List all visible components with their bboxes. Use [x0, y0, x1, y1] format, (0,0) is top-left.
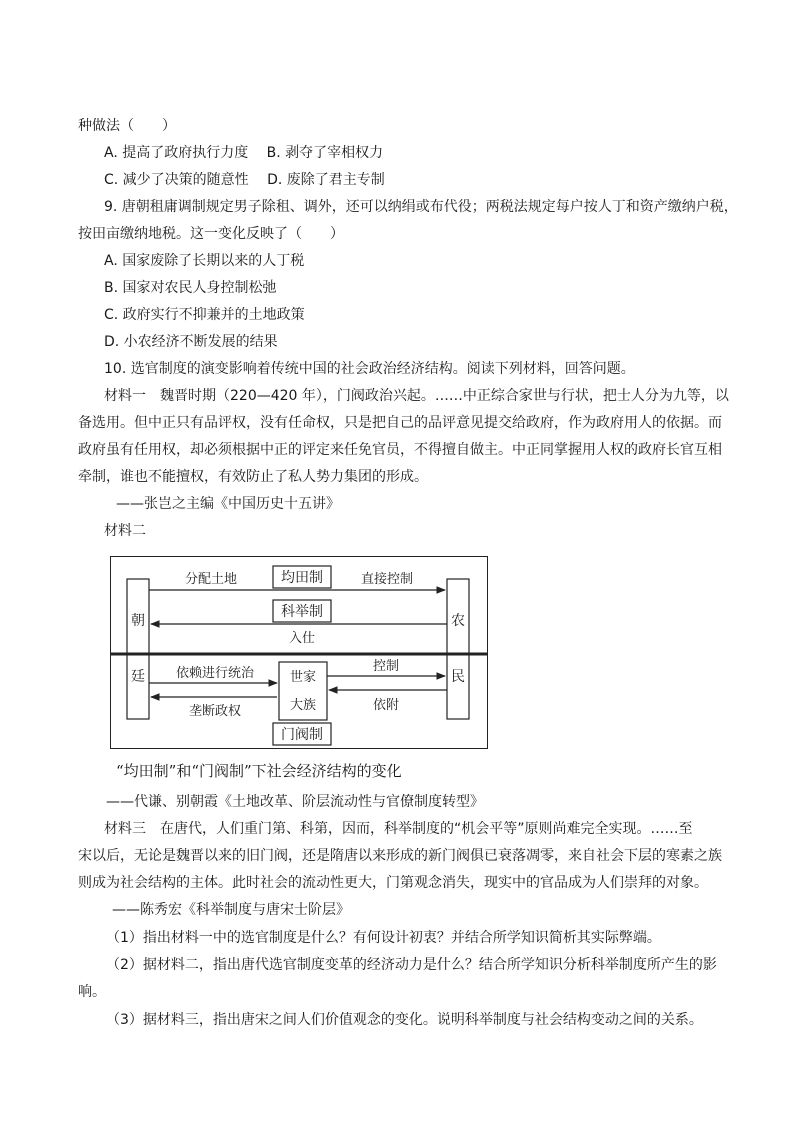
label-enter-office: 入仕 — [288, 631, 316, 646]
peasant-char-1: 农 — [451, 613, 465, 629]
family-char-1: 世家 — [289, 670, 317, 685]
text-line: D. 小农经济不断发展的结果 — [104, 334, 278, 350]
text-line: B. 国家对农民人身控制松弛 — [104, 280, 277, 296]
text-line: ——张岂之主编《中国历史十五讲》 — [116, 496, 340, 512]
text-line: 按田亩缴纳地税。这一变化反映了（ ） — [78, 226, 344, 242]
text-line: 材料三 在唐代，人们重门第、科第，因而，科举制度的“机会平等”原则尚难完全实现。……至 — [104, 821, 693, 837]
text-line: 备选用。但中正只有品评权，没有任命权，只是把自己的品评意见提交给政府，作为政府用人的依据。而 — [78, 415, 722, 431]
text-line: 则成为社会结构的主体。此时社会的流动性更大，门第观念消失，现实中的官品成为人们崇拜的对象。 — [78, 875, 708, 891]
text-line: ——代谦、别朝霞《土地改革、阶层流动性与官僚制度转型》 — [106, 794, 484, 810]
label-attach: 依附 — [372, 698, 400, 713]
text-line: A. 国家废除了长期以来的人丁税 — [104, 253, 305, 269]
court-char-1: 朝 — [131, 613, 145, 629]
text-line: （2）据材料二，指出唐代选官制度变革的经济动力是什么？结合所学知识分析科举制度所产生的影 — [106, 957, 717, 973]
text-line: 材料一 魏晋时期（220—420 年），门阀政治兴起。……中正综合家世与行状，把士人分为九等，以 — [104, 388, 729, 404]
family-char-2: 大族 — [289, 698, 317, 713]
text-line: ——陈秀宏《科举制度与唐宋士阶层》 — [112, 902, 350, 918]
keju-label: 科举制 — [281, 604, 323, 620]
text-line: 响。 — [78, 984, 106, 1000]
label-monopoly: 垄断政权 — [188, 704, 242, 719]
text-line: 政府虽有任用权，却必须根据中正的评定来任免官员，不得擅自做主。中正同掌握用人权的政府长官互相 — [78, 442, 722, 458]
label-allocate-land: 分配土地 — [184, 572, 238, 587]
text-line: A. 提高了政府执行力度 B. 剥夺了宰相权力 — [104, 145, 384, 161]
text-line: 宋以后，无论是魏晋以来的旧门阀，还是隋唐以来形成的新门阀俱已衰落凋零，来自社会下层的寒素之族 — [78, 848, 722, 864]
text-line: 10. 选官制度的演变影响着传统中国的社会政治经济结构。阅读下列材料，回答问题。 — [104, 361, 635, 377]
text-line: C. 政府实行不抑兼并的土地政策 — [104, 307, 305, 323]
label-direct-control: 直接控制 — [360, 572, 414, 587]
label-rely: 依赖进行统治 — [175, 666, 255, 681]
court-char-2: 廷 — [131, 669, 145, 685]
menfa-label: 门阀制 — [281, 727, 323, 743]
label-control: 控制 — [372, 659, 400, 674]
text-line: 牵制，谁也不能擅权，有效防止了私人势力集团的形成。 — [78, 469, 428, 485]
social-structure-diagram — [110, 556, 488, 749]
peasant-box — [447, 579, 469, 719]
text-line: （1）指出材料一中的选官制度是什么？有何设计初衷？并结合所学知识简析其实际弊端。 — [106, 930, 661, 946]
juntian-label: 均田制 — [281, 570, 323, 586]
text-line: 种做法（ ） — [78, 118, 176, 134]
court-box — [127, 579, 149, 719]
text-line: 9. 唐朝租庸调制规定男子除租、调外，还可以纳绢或布代役；两税法规定每户按人丁和资产缴纳户税， — [104, 199, 738, 215]
peasant-char-2: 民 — [451, 669, 465, 685]
diagram-canvas — [111, 557, 487, 748]
text-line: 材料二 — [104, 523, 146, 539]
text-line: （3）据材料三，指出唐宋之间人们价值观念的变化。说明科举制度与社会结构变动之间的关系。 — [106, 1012, 703, 1028]
text-line: C. 减少了决策的随意性 D. 废除了君主专制 — [104, 172, 385, 188]
diagram-caption: “均田制”和“门阀制”下社会经济结构的变化 — [116, 762, 402, 780]
